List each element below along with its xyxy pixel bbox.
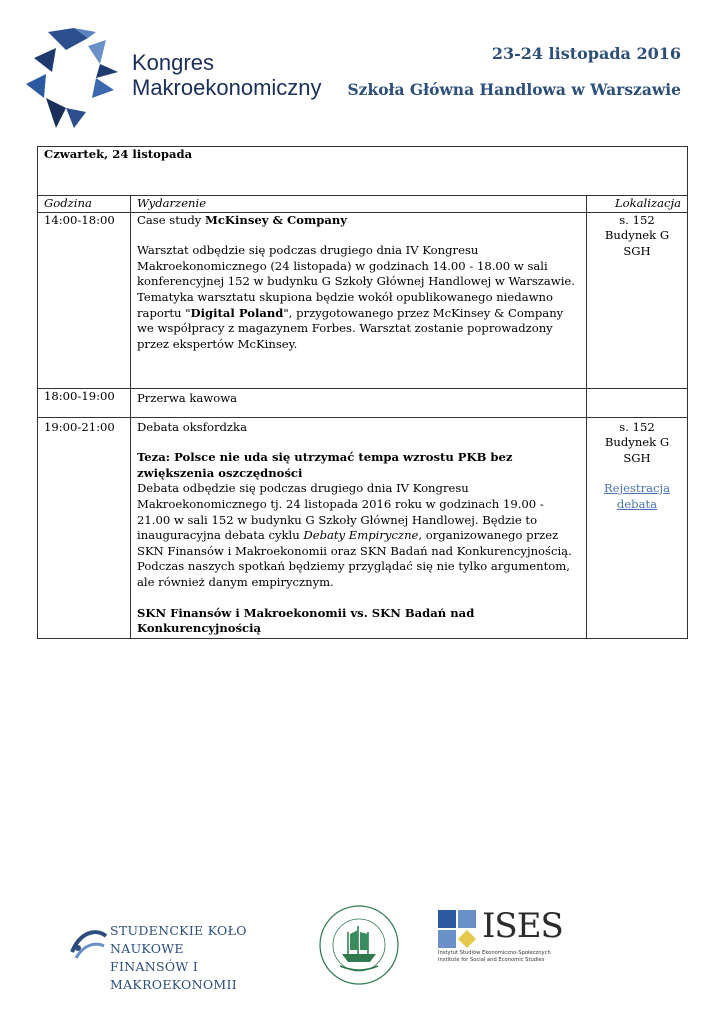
event-description — [137, 481, 580, 590]
debate-versus-text: SKN Finansów i Makroekonomii vs. SKN Badań nad Konkurencyjnością — [137, 605, 475, 636]
congress-logo — [26, 28, 326, 132]
row-time: 18:00-19:00 — [38, 388, 131, 417]
desc-part-a: Warsztat odbędzie się podczas drugiego dnia IV Kongresu Makroekonomicznego (24 listopada) w godzinach 14.00 - 18.00 w sali konferencyjnej 152 w budynku G Szkoły Głównej Handlowej w Warszawie. Tematyka warsztatu skupiona będzie wokół opublikowanego niedawno raportu " — [137, 243, 575, 320]
footer-logos — [0, 900, 725, 992]
skn-line-1: STUDENCKIE KOŁO NAUKOWE — [110, 923, 247, 956]
ises-name-en: Institute for Social and Economic Studies — [438, 957, 545, 963]
desc-part-b: , organizowanego przez SKN Finansów i Makroekonomii oraz SKN Badań nad Konkurencyjnością. Podczas naszych spotkań będziemy przyglądać się nie tylko argumentom, ale również danym empirycznym. — [137, 528, 572, 589]
row-event — [131, 417, 587, 638]
register-link-line-1: Rejestracja — [603, 481, 671, 496]
event-title: Debata oksfordzka — [137, 419, 247, 434]
day-title: Czwartek, 24 listopada — [38, 147, 688, 196]
sgh-seal — [318, 904, 400, 986]
row-location — [587, 417, 688, 638]
register-link-line-2: debata — [616, 496, 658, 511]
debate-thesis — [137, 450, 580, 481]
row-event — [131, 212, 587, 388]
origami-bird-icon — [26, 28, 126, 132]
location-room: s. 152 — [619, 212, 655, 227]
ises-name: ISES — [482, 906, 563, 946]
row-time: 19:00-21:00 — [38, 417, 131, 638]
ises-subtitle — [438, 950, 551, 964]
ises-squares-icon — [438, 910, 478, 950]
debate-versus — [137, 606, 580, 637]
event-title-prefix: Case study — [137, 212, 206, 227]
desc-series-name: Debaty Empiryczne — [303, 528, 419, 543]
table-row — [38, 417, 688, 638]
logo-line-1: Kongres — [132, 50, 214, 75]
skn-wave-icon — [70, 922, 108, 962]
row-event: Przerwa kawowa — [131, 388, 587, 417]
location-school: SGH — [623, 243, 651, 258]
skn-logo — [70, 918, 310, 992]
ises-name-pl: Instytut Studiów Ekonomiczno-Społecznych — [438, 950, 551, 956]
header-row — [38, 196, 688, 213]
event-description — [137, 243, 580, 352]
sgh-ship-seal-icon — [318, 904, 400, 986]
program-table — [37, 146, 688, 639]
desc-part-a: Debata odbędzie się podczas drugiego dnia IV Kongresu Makroekonomicznego tj. 24 listopada 2016 roku w godzinach 19.00 - 21.00 w sali 152 w budynku G Szkoły Głównej Handlowej. Będzie to inauguracyjna debata cyklu — [137, 481, 544, 543]
skn-line-2: FINANSÓW I MAKROEKONOMII — [110, 959, 237, 992]
col-header-location: Lokalizacja — [587, 196, 688, 213]
col-header-event: Wydarzenie — [131, 196, 587, 213]
desc-report-name: Digital Poland — [190, 305, 284, 320]
table-row — [38, 388, 688, 417]
location-school: SGH — [623, 450, 651, 465]
logo-line-2: Makroekonomiczny — [132, 75, 322, 100]
location-room: s. 152 — [619, 419, 655, 434]
table-row — [38, 212, 688, 388]
event-dates: 23-24 listopada 2016 — [491, 44, 681, 63]
event-venue: Szkoła Główna Handlowa w Warszawie — [347, 80, 681, 99]
col-header-time: Godzina — [38, 196, 131, 213]
event-title — [137, 213, 580, 229]
ises-logo — [438, 906, 563, 970]
row-location — [587, 212, 688, 388]
location-building: Budynek G — [604, 435, 670, 450]
day-row — [38, 147, 688, 196]
row-location — [587, 388, 688, 417]
event-title-company: McKinsey & Company — [205, 212, 348, 227]
location-building: Budynek G — [604, 228, 670, 243]
register-debate-link[interactable] — [604, 481, 670, 511]
row-time: 14:00-18:00 — [38, 212, 131, 388]
desc-part-b: ", przygotowanego przez McKinsey & Company we współpracy z magazynem Forbes. Warsztat zostanie poprowadzony przez ekspertów McKinsey. — [137, 305, 564, 351]
debate-thesis-text: Teza: Polsce nie uda się utrzymać tempa wzrostu PKB bez zwiększenia oszczędności — [137, 450, 513, 480]
